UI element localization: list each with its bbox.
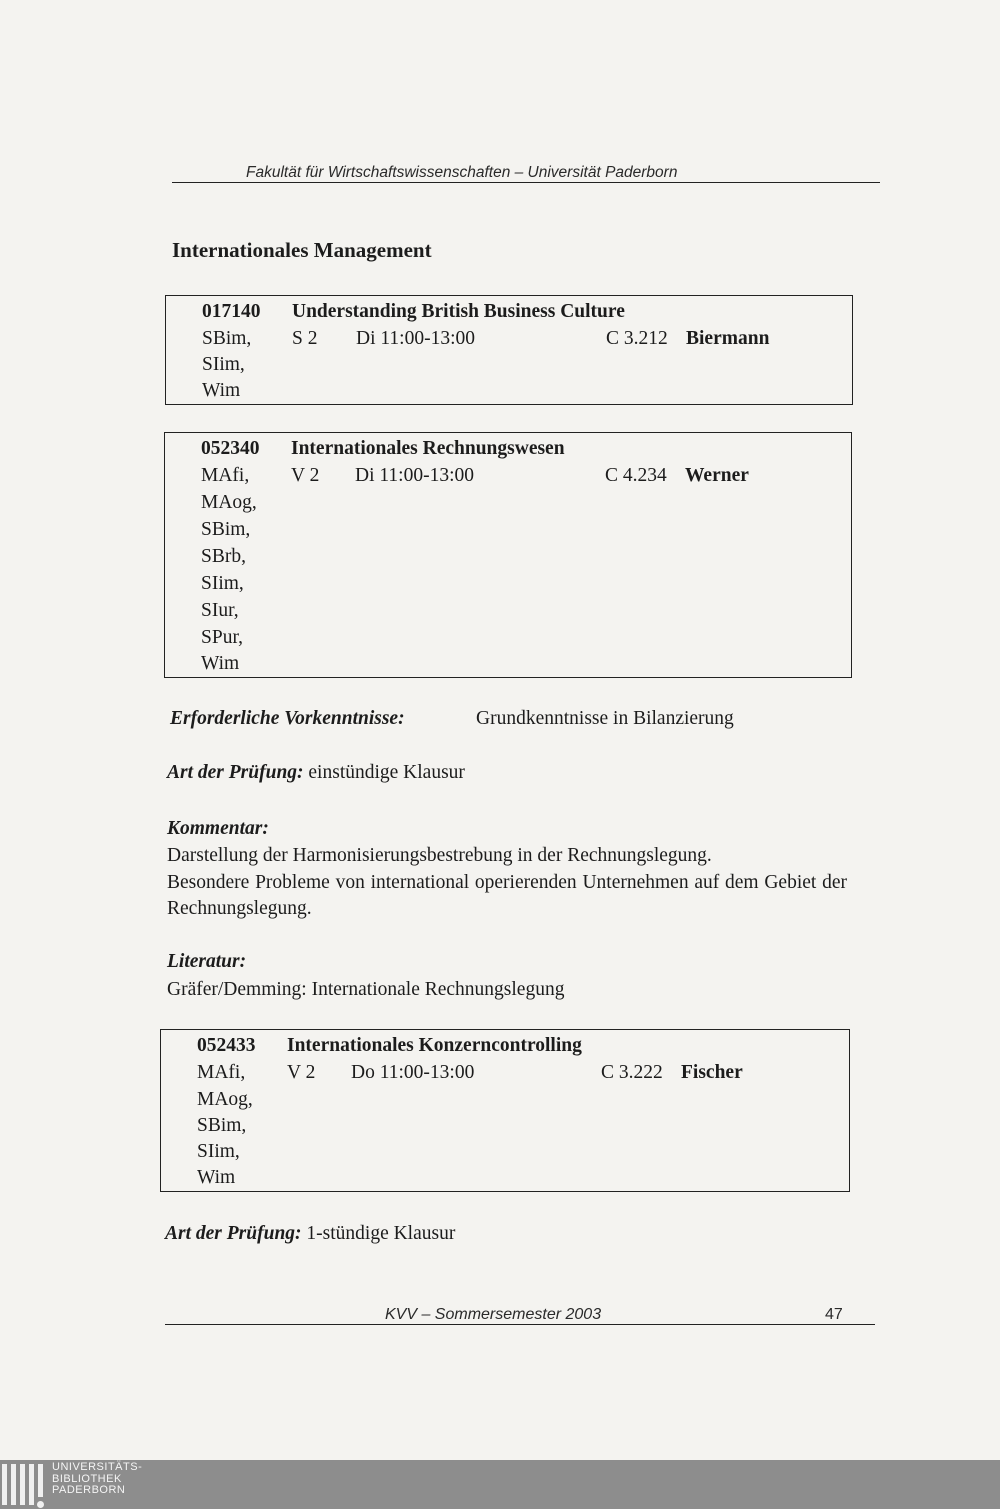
exam-line-2: [165, 1221, 455, 1247]
library-banner: [0, 1460, 1000, 1509]
exam-line: [167, 760, 465, 786]
course-program: SPur,: [201, 627, 244, 648]
course-program: SIim,: [197, 1141, 240, 1162]
course-program: MAog,: [201, 492, 257, 513]
course-lecturer: Werner: [685, 465, 749, 486]
library-name: [52, 1462, 142, 1497]
literature-label-line: [167, 949, 246, 975]
course-time: Do 11:00-13:00: [351, 1062, 475, 1083]
course-lecturer: Fischer: [681, 1062, 743, 1083]
literature-value: Gräfer/Demming: Internationale Rechnungslegung: [167, 979, 565, 1000]
course-program: MAfi,: [197, 1062, 246, 1083]
library-name-line: BIBLIOTHEK: [52, 1472, 122, 1485]
exam-value: einstündige Klausur: [308, 762, 465, 783]
course-box: [164, 432, 852, 678]
course-program: SIim,: [202, 354, 245, 375]
prerequisites-line: [170, 706, 405, 732]
course-box: [165, 295, 853, 405]
course-code: 017140: [202, 301, 261, 322]
exam-label: Art der Prüfung:: [167, 762, 304, 783]
course-program: Wim: [197, 1167, 236, 1188]
course-title: Internationales Konzerncontrolling: [287, 1035, 582, 1056]
comment-label-line: [167, 816, 269, 842]
course-room: C 3.222: [601, 1062, 663, 1083]
page-number: 47: [825, 1306, 843, 1323]
course-title: Internationales Rechnungswesen: [291, 438, 565, 459]
course-box: [160, 1029, 850, 1192]
comment-text: [167, 843, 847, 923]
course-type: V 2: [287, 1062, 316, 1083]
course-program: SBim,: [202, 328, 252, 349]
exam-label: Art der Prüfung:: [165, 1223, 302, 1244]
section-title: Internationales Management: [172, 238, 432, 262]
comment-label: Kommentar:: [167, 818, 269, 839]
prerequisites-value: Grundkenntnisse in Bilanzierung: [476, 708, 734, 729]
course-program: SBrb,: [201, 546, 246, 567]
comment-line: Besondere Probleme von international operierenden Unternehmen auf dem Gebiet der Rechnungslegung.: [167, 871, 847, 919]
running-header: [172, 163, 880, 183]
course-title: Understanding British Business Culture: [292, 301, 625, 322]
course-type: V 2: [291, 465, 320, 486]
course-program: SBim,: [201, 519, 251, 540]
course-time: Di 11:00-13:00: [356, 328, 475, 349]
course-program: Wim: [201, 653, 240, 674]
course-type: S 2: [292, 328, 318, 349]
course-program: SIur,: [201, 600, 239, 621]
prerequisites-label: Erforderliche Vorkenntnisse:: [170, 708, 405, 729]
footer-text: KVV – Sommersemester 2003: [385, 1306, 602, 1323]
literature-label: Literatur:: [167, 951, 247, 972]
course-program: SIim,: [201, 573, 244, 594]
course-time: Di 11:00-13:00: [355, 465, 474, 486]
course-program: MAog,: [197, 1089, 253, 1110]
course-code: 052340: [201, 438, 260, 459]
course-room: C 3.212: [606, 328, 668, 349]
exam-value: 1-stündige Klausur: [306, 1223, 456, 1244]
course-program: MAfi,: [201, 465, 250, 486]
running-header-text: Fakultät für Wirtschaftswissenschaften – Universität Paderborn: [246, 164, 678, 181]
running-footer: [165, 1305, 875, 1325]
course-program: SBim,: [197, 1115, 247, 1136]
comment-line: Darstellung der Harmonisierungsbestrebung in der Rechnungslegung.: [167, 845, 712, 866]
course-program: Wim: [202, 380, 241, 401]
course-room: C 4.234: [605, 465, 667, 486]
course-lecturer: Biermann: [686, 328, 770, 349]
library-name-line: UNIVERSITÄTS-: [52, 1461, 143, 1473]
library-name-line: PADERBORN: [52, 1484, 126, 1496]
course-code: 052433: [197, 1035, 256, 1056]
